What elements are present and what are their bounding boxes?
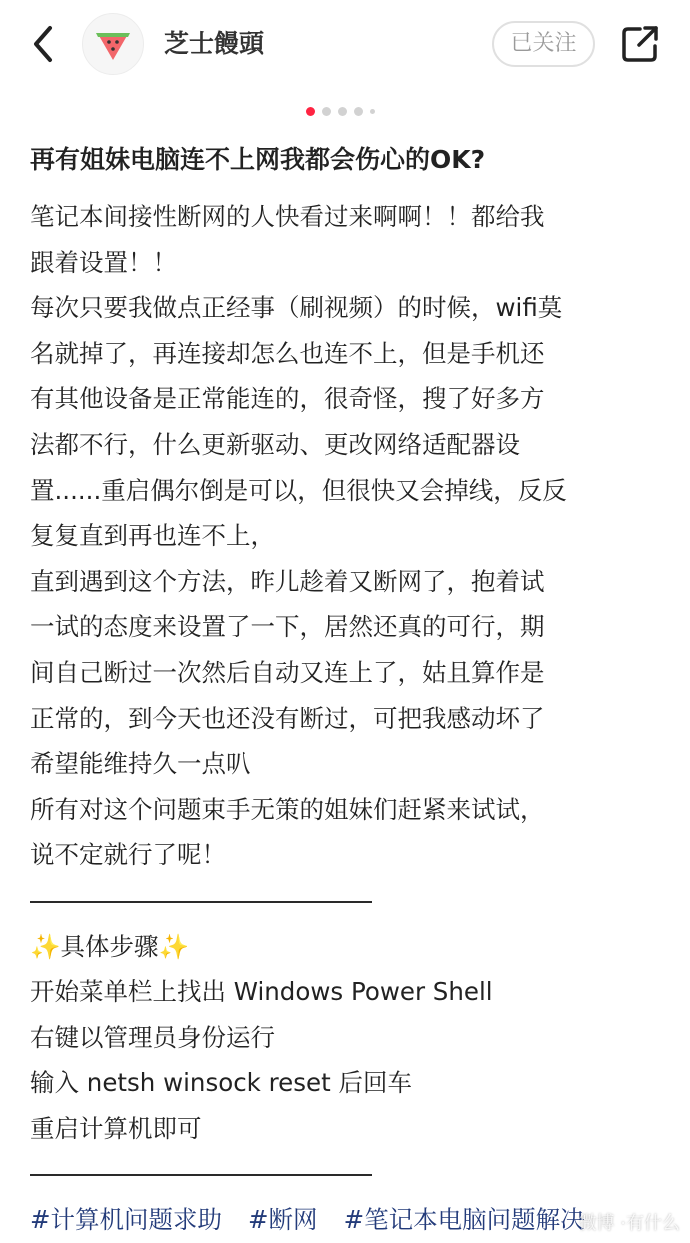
follow-button[interactable]: 已关注 — [492, 21, 595, 67]
username[interactable]: 芝士饅頭 — [164, 29, 265, 58]
post-body — [30, 194, 670, 1243]
body-line: 一试的态度来设置了一下，居然还真的可行，期 — [30, 612, 545, 642]
carousel-dot — [338, 107, 347, 116]
avatar[interactable] — [82, 13, 144, 75]
divider — [30, 878, 670, 924]
share-button[interactable] — [620, 24, 660, 64]
body-line: 复复直到再也连不上， — [30, 521, 275, 551]
step-item: 输入 netsh winsock reset 后回车 — [30, 1068, 412, 1098]
carousel-dot — [354, 107, 363, 116]
tag-link[interactable]: #笔记本电脑问题解决 — [343, 1205, 585, 1235]
step-item: 右键以管理员身份运行 — [30, 1022, 275, 1052]
step-item: 重启计算机即可 — [30, 1113, 202, 1143]
body-line: 有其他设备是正常能连的，很奇怪，搜了好多方 — [30, 384, 545, 414]
step-item: 开始菜单栏上找出 Windows Power Shell — [30, 977, 493, 1007]
tag-link[interactable]: #计算机问题求助 — [30, 1205, 223, 1235]
body-line: 法都不行，什么更新驱动、更改网络适配器设 — [30, 429, 520, 459]
sparkle-icon: ✨ — [158, 931, 190, 961]
steps-heading-text: 具体步骤 — [60, 931, 159, 961]
top-bar — [0, 0, 690, 88]
carousel-dot — [306, 107, 315, 116]
body-line: 名就掉了，再连接却怎么也连不上，但是手机还 — [30, 338, 545, 368]
steps-heading — [30, 924, 670, 970]
sparkle-icon: ✨ — [30, 931, 61, 961]
body-line: 正常的，到今天也还没有断过，可把我感动坏了 — [30, 703, 545, 733]
back-button[interactable] — [26, 22, 62, 66]
body-line: 希望能维持久一点叭 — [30, 749, 251, 779]
body-line: 每次只要我做点正经事（刷视频）的时候，wifi莫 — [30, 293, 563, 323]
watermelon-icon — [83, 14, 143, 74]
post-title: 再有姐妹电脑连不上网我都会伤心的OK? — [30, 145, 486, 174]
chevron-left-icon — [26, 22, 62, 66]
body-line: 所有对这个问题束手无策的姐妹们赶紧来试试， — [30, 794, 545, 824]
body-line: 置......重启偶尔倒是可以，但很快又会掉线，反反 — [30, 475, 567, 505]
carousel-dot — [370, 109, 375, 114]
share-icon — [620, 24, 660, 64]
body-line: 笔记本间接性断网的人快看过来啊啊！！都给我 — [30, 202, 545, 231]
body-line: 直到遇到这个方法，昨儿趁着又断网了，抱着试 — [30, 566, 545, 596]
carousel-dot — [322, 107, 331, 116]
body-line: 跟着设置！！ — [30, 247, 177, 277]
tag-link[interactable]: #断网 — [248, 1205, 318, 1235]
body-line: 说不定就行了呢！ — [30, 840, 226, 870]
body-line: 间自己断过一次然后自动又连上了，姑且算作是 — [30, 657, 545, 687]
tag-list — [30, 1197, 670, 1243]
watermark: 微博 ·有什么 — [578, 1213, 680, 1234]
divider — [30, 1151, 670, 1197]
